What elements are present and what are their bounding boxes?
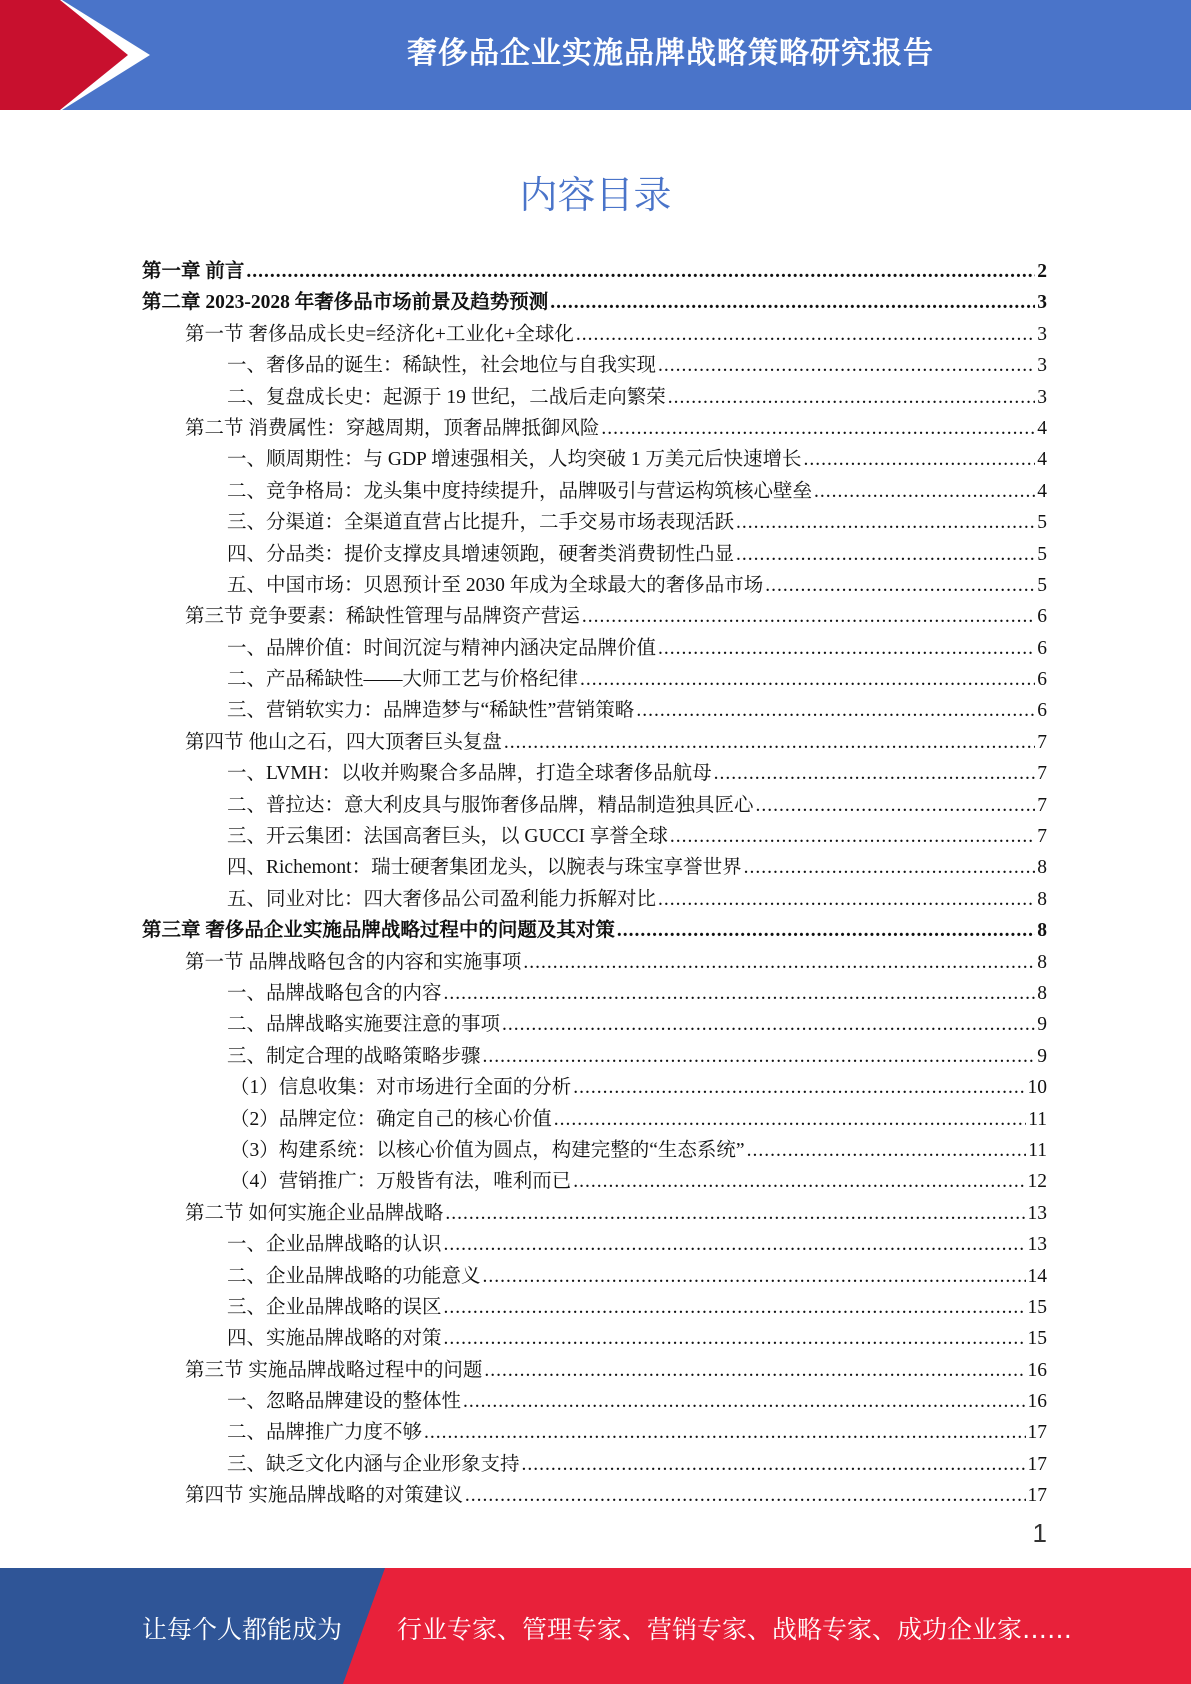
toc-entry[interactable] [142,1261,1047,1292]
toc-entry[interactable] [142,821,1047,852]
toc-entry-title: 四、实施品牌战略的对策 [227,1328,442,1350]
toc-entry[interactable] [142,884,1047,915]
toc-entry-page: 17 [1027,1453,1047,1475]
toc-entry[interactable] [142,601,1047,632]
toc-leader-dots [636,695,1035,726]
toc-entry-title: 第三节 实施品牌战略过程中的问题 [185,1359,483,1381]
toc-entry-page: 13 [1027,1234,1047,1256]
toc-entry-page: 11 [1028,1139,1047,1161]
toc-leader-dots [444,1229,1026,1260]
toc-entry[interactable] [142,1104,1047,1135]
toc-entry-page: 3 [1037,386,1047,408]
toc-entry-title: 一、忽略品牌建设的整体性 [227,1391,462,1413]
toc-entry-page: 5 [1037,512,1047,534]
toc-entry-title: 一、顺周期性：与 GDP 增速强相关，人均突破 1 万美元后快速增长 [227,449,802,471]
toc-leader-dots [582,601,1035,632]
toc-entry-page: 14 [1027,1265,1047,1287]
toc-entry-page: 16 [1027,1391,1047,1413]
toc-entry-title: （3）构建系统：以核心价值为圆点，构建完整的“生态系统” [230,1139,745,1161]
toc-leader-dots [502,1009,1035,1040]
toc-entry[interactable] [142,633,1047,664]
toc-leader-dots [523,947,1035,978]
toc-entry-title: 第四节 他山之石，四大顶奢巨头复盘 [185,731,502,753]
toc-leader-dots [658,633,1035,664]
toc-entry-page: 17 [1027,1485,1047,1507]
toc-entry-title: 二、普拉达：意大利皮具与服饰奢侈品牌，精品制造独具匠心 [227,794,754,816]
toc-entry-page: 12 [1027,1171,1047,1193]
toc-entry[interactable] [142,978,1047,1009]
toc-entry-page: 8 [1037,920,1047,942]
toc-entry-page: 3 [1037,292,1047,314]
page-number: 1 [1032,1518,1047,1548]
toc-entry[interactable] [142,1135,1047,1166]
toc-entry-title: 一、品牌战略包含的内容 [227,982,442,1004]
toc-entry-page: 16 [1027,1359,1047,1381]
toc-entry[interactable] [142,1323,1047,1354]
toc-entry[interactable] [142,727,1047,758]
toc-leader-dots [554,1104,1026,1135]
toc-entry[interactable] [142,539,1047,570]
toc-entry-title: 二、品牌推广力度不够 [227,1422,423,1444]
toc-entry[interactable] [142,444,1047,475]
toc-entry[interactable] [142,287,1047,318]
toc-entry-title: 三、缺乏文化内涵与企业形象支持 [227,1453,520,1475]
toc-entry-title: 第一章 前言 [142,261,245,282]
footer-slogan-left: 让每个人都能成为 [142,1615,343,1644]
toc-leader-dots [576,319,1035,350]
toc-entry[interactable] [142,1041,1047,1072]
toc-entry-page: 15 [1027,1328,1047,1350]
toc-entry-page: 2 [1037,261,1047,282]
toc-entry[interactable] [142,695,1047,726]
toc-leader-dots [744,852,1036,883]
toc-entry-title: 第二章 2023-2028 年奢侈品市场前景及趋势预测 [142,292,549,314]
toc-leader-dots [504,727,1035,758]
toc-entry-page: 6 [1037,700,1047,722]
toc-entry-title: 一、企业品牌战略的认识 [227,1234,442,1256]
report-title: 奢侈品企业实施品牌战略策略研究报告 [407,36,934,71]
toc-leader-dots [617,915,1035,946]
toc-entry-title: 二、企业品牌战略的功能意义 [227,1265,481,1287]
toc-entry-page: 8 [1037,857,1047,879]
toc-leader-dots [747,1135,1027,1166]
toc-leader-dots [580,664,1035,695]
toc-entry-title: 三、制定合理的战略策略步骤 [227,1045,481,1067]
toc-entry[interactable] [142,947,1047,978]
toc-entry[interactable] [142,1417,1047,1448]
toc-entry-title: 第三章 奢侈品企业实施品牌战略过程中的问题及其对策 [142,920,615,942]
toc-leader-dots [483,1041,1036,1072]
toc-entry[interactable] [142,852,1047,883]
toc-entry-page: 7 [1037,826,1047,848]
toc-leader-dots [550,287,1035,318]
toc-entry-page: 13 [1027,1202,1047,1224]
toc-entry-title: 一、奢侈品的诞生：稀缺性，社会地位与自我实现 [227,355,657,377]
toc-entry-title: 第一节 品牌战略包含的内容和实施事项 [185,951,522,973]
toc-entry-title: 一、品牌价值：时间沉淀与精神内涵决定品牌价值 [227,637,657,659]
toc-heading: 内容目录 [519,173,672,217]
toc-entry-page: 5 [1037,543,1047,565]
toc-entry[interactable] [142,476,1047,507]
red-chevron-icon [0,0,160,110]
toc-entry[interactable] [142,1480,1047,1511]
toc-entry[interactable] [142,382,1047,413]
toc-entry-title: 二、竞争格局：龙头集中度持续提升，品牌吸引与营运构筑核心壁垒 [227,480,813,502]
table-of-contents [142,256,1047,1512]
toc-entry-page: 6 [1037,637,1047,659]
toc-entry[interactable] [142,664,1047,695]
toc-entry[interactable] [142,1229,1047,1260]
toc-leader-dots [444,1292,1026,1323]
toc-entry-title: 三、营销软实力：品牌造梦与“稀缺性”营销策略 [227,700,635,722]
toc-entry-page: 7 [1037,763,1047,785]
toc-entry-title: 五、同业对比：四大奢侈品公司盈利能力拆解对比 [227,888,657,910]
toc-leader-dots [522,1449,1026,1480]
toc-entry-title: 三、分渠道：全渠道直营占比提升，二手交易市场表现活跃 [227,512,735,534]
toc-entry-page: 17 [1027,1422,1047,1444]
toc-entry-title: 三、开云集团：法国高奢巨头，以 GUCCI 享誉全球 [227,826,668,848]
toc-entry[interactable] [142,1072,1047,1103]
toc-entry-title: 第一节 奢侈品成长史=经济化+工业化+全球化 [185,323,574,345]
toc-entry[interactable] [142,1355,1047,1386]
toc-leader-dots [670,821,1035,852]
toc-entry-title: （1）信息收集：对市场进行全面的分析 [230,1077,572,1099]
toc-entry-page: 4 [1037,417,1047,439]
toc-leader-dots [483,1261,1026,1292]
toc-leader-dots [658,350,1035,381]
toc-entry-title: 第三节 竞争要素：稀缺性管理与品牌资产营运 [185,606,580,628]
toc-leader-dots [814,476,1035,507]
toc-leader-dots [445,1198,1025,1229]
toc-leader-dots [465,1480,1026,1511]
toc-entry[interactable] [142,1166,1047,1197]
toc-entry-title: （2）品牌定位：确定自己的核心价值 [230,1108,552,1130]
toc-leader-dots [668,382,1035,413]
toc-entry-title: 第二节 消费属性：穿越周期，顶奢品牌抵御风险 [185,417,600,439]
toc-entry[interactable] [142,1449,1047,1480]
toc-entry-page: 8 [1037,888,1047,910]
toc-leader-dots [736,539,1035,570]
toc-entry[interactable] [142,1292,1047,1323]
toc-leader-dots [765,570,1035,601]
toc-leader-dots [804,444,1036,475]
toc-entry-title: 五、中国市场：贝恩预计至 2030 年成为全球最大的奢侈品市场 [227,574,764,596]
toc-entry[interactable] [142,758,1047,789]
toc-entry-page: 9 [1037,1045,1047,1067]
toc-entry-page: 4 [1037,480,1047,502]
toc-entry[interactable] [142,350,1047,381]
footer-slogan-right: 行业专家、管理专家、营销专家、战略专家、成功企业家…… [397,1615,1073,1644]
toc-entry[interactable] [142,256,1047,287]
toc-leader-dots [463,1386,1025,1417]
toc-entry[interactable] [142,507,1047,538]
toc-entry-title: （4）营销推广：万般皆有法，唯利而已 [230,1171,572,1193]
toc-entry-title: 四、Richemont：瑞士硬奢集团龙头，以腕表与珠宝享誉世界 [227,857,742,879]
toc-leader-dots [444,978,1036,1009]
toc-entry-page: 8 [1037,982,1047,1004]
toc-entry-title: 一、LVMH：以收并购聚合多品牌，打造全球奢侈品航母 [227,763,712,785]
toc-entry-page: 8 [1037,951,1047,973]
toc-entry-page: 9 [1037,1014,1047,1036]
toc-leader-dots [756,790,1036,821]
toc-entry[interactable] [142,915,1047,946]
toc-entry-page: 10 [1027,1077,1047,1099]
toc-entry[interactable] [142,413,1047,444]
toc-leader-dots [601,413,1035,444]
toc-leader-dots [246,256,1035,287]
toc-entry-page: 4 [1037,449,1047,471]
toc-entry-title: 四、分品类：提价支撑皮具增速领跑，硬奢类消费韧性凸显 [227,543,735,565]
toc-entry-page: 3 [1037,323,1047,345]
toc-entry-title: 第二节 如何实施企业品牌战略 [185,1202,444,1224]
toc-entry[interactable] [142,1198,1047,1229]
toc-entry-page: 11 [1028,1108,1047,1130]
toc-entry-page: 15 [1027,1296,1047,1318]
toc-entry[interactable] [142,790,1047,821]
toc-entry-page: 7 [1037,794,1047,816]
footer-banner [0,1568,1191,1684]
toc-leader-dots [444,1323,1026,1354]
toc-entry[interactable] [142,570,1047,601]
toc-entry-title: 二、品牌战略实施要注意的事项 [227,1014,501,1036]
toc-entry[interactable] [142,1386,1047,1417]
toc-entry-page: 6 [1037,606,1047,628]
toc-entry-title: 三、企业品牌战略的误区 [227,1296,442,1318]
toc-entry-page: 5 [1037,574,1047,596]
toc-entry-title: 第四节 实施品牌战略的对策建议 [185,1485,463,1507]
toc-entry-title: 二、复盘成长史：起源于 19 世纪，二战后走向繁荣 [227,386,666,408]
toc-leader-dots [573,1072,1025,1103]
toc-leader-dots [658,884,1035,915]
toc-entry-page: 6 [1037,669,1047,691]
toc-leader-dots [484,1355,1025,1386]
toc-leader-dots [424,1417,1025,1448]
toc-entry-title: 二、产品稀缺性——大师工艺与价格纪律 [227,669,579,691]
toc-leader-dots [714,758,1036,789]
toc-entry-page: 7 [1037,731,1047,753]
toc-entry-page: 3 [1037,355,1047,377]
toc-entry[interactable] [142,1009,1047,1040]
toc-leader-dots [736,507,1035,538]
header-banner [0,0,1191,110]
toc-entry[interactable] [142,319,1047,350]
toc-leader-dots [573,1166,1025,1197]
